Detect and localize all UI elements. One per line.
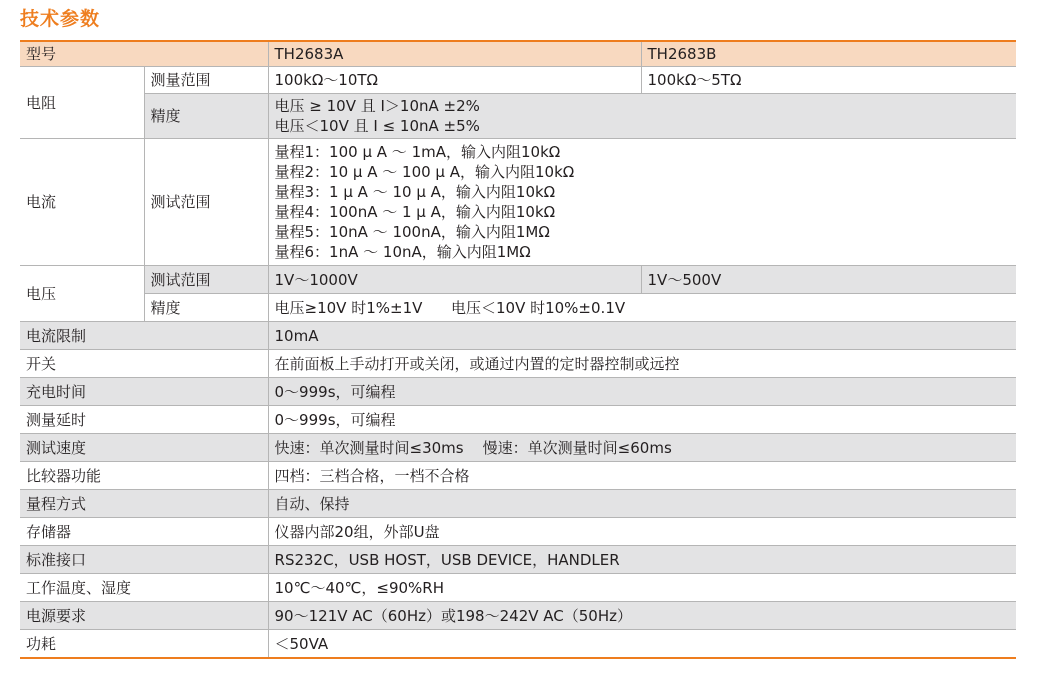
table-row bbox=[20, 322, 1016, 350]
current-range-line: 量程2：10 μ A ～ 100 μ A，输入内阻10kΩ bbox=[274, 163, 575, 181]
row-value: 10mA bbox=[268, 322, 1016, 350]
table-row bbox=[20, 350, 1016, 378]
current-range-label: 测试范围 bbox=[144, 139, 268, 266]
current-range-value bbox=[268, 139, 1016, 266]
model-b-header: TH2683B bbox=[641, 41, 1016, 67]
voltage-accuracy-label: 精度 bbox=[144, 294, 268, 322]
resistance-range-label: 测量范围 bbox=[144, 67, 268, 94]
row-value: 90～121V AC（60Hz）或198～242V AC（50Hz） bbox=[268, 602, 1016, 630]
row-value: 0～999s，可编程 bbox=[268, 378, 1016, 406]
resistance-range-a: 100kΩ～10TΩ bbox=[268, 67, 641, 94]
row-value: RS232C，USB HOST，USB DEVICE，HANDLER bbox=[268, 546, 1016, 574]
row-label: 量程方式 bbox=[20, 490, 268, 518]
row-label: 测量延时 bbox=[20, 406, 268, 434]
row-value: 快速：单次测量时间≤30ms 慢速：单次测量时间≤60ms bbox=[268, 434, 1016, 462]
row-value: 10℃～40℃，≤90%RH bbox=[268, 574, 1016, 602]
table-row bbox=[20, 378, 1016, 406]
voltage-range-label: 测试范围 bbox=[144, 266, 268, 294]
table-row bbox=[20, 67, 1016, 94]
current-label: 电流 bbox=[20, 139, 144, 266]
row-label: 电流限制 bbox=[20, 322, 268, 350]
resistance-label: 电阻 bbox=[20, 67, 144, 139]
model-header-label: 型号 bbox=[20, 41, 268, 67]
row-value: 仪器内部20组，外部U盘 bbox=[268, 518, 1016, 546]
table-row bbox=[20, 406, 1016, 434]
table-row bbox=[20, 630, 1016, 659]
spec-table bbox=[20, 40, 1016, 659]
row-label: 功耗 bbox=[20, 630, 268, 659]
table-row bbox=[20, 518, 1016, 546]
table-row bbox=[20, 266, 1016, 294]
row-label: 工作温度、湿度 bbox=[20, 574, 268, 602]
model-a-header: TH2683A bbox=[268, 41, 641, 67]
resistance-accuracy-line: 电压 ≥ 10V 且 I＞10nA ±2% bbox=[274, 97, 480, 115]
table-row bbox=[20, 490, 1016, 518]
current-range-line: 量程5：10nA ～ 100nA，输入内阻1MΩ bbox=[274, 223, 550, 241]
resistance-accuracy-label: 精度 bbox=[144, 94, 268, 139]
voltage-accuracy-value: 电压≥10V 时1%±1V 电压＜10V 时10%±0.1V bbox=[268, 294, 1016, 322]
current-range-line: 量程3：1 μ A ～ 10 μ A，输入内阻10kΩ bbox=[274, 183, 556, 201]
row-label: 比较器功能 bbox=[20, 462, 268, 490]
resistance-accuracy-value bbox=[268, 94, 1016, 139]
table-header-row bbox=[20, 41, 1016, 67]
table-row bbox=[20, 139, 1016, 266]
current-range-line: 量程6：1nA ～ 10nA，输入内阻1MΩ bbox=[274, 243, 531, 261]
table-row bbox=[20, 602, 1016, 630]
voltage-label: 电压 bbox=[20, 266, 144, 322]
row-label: 电源要求 bbox=[20, 602, 268, 630]
resistance-accuracy-line: 电压＜10V 且 I ≤ 10nA ±5% bbox=[274, 117, 480, 135]
row-label: 充电时间 bbox=[20, 378, 268, 406]
row-label: 存储器 bbox=[20, 518, 268, 546]
row-value: 自动、保持 bbox=[268, 490, 1016, 518]
resistance-range-b: 100kΩ～5TΩ bbox=[641, 67, 1016, 94]
row-value: 四档：三档合格，一档不合格 bbox=[268, 462, 1016, 490]
table-row bbox=[20, 546, 1016, 574]
table-row bbox=[20, 294, 1016, 322]
table-row bbox=[20, 462, 1016, 490]
current-range-line: 量程4：100nA ～ 1 μ A，输入内阻10kΩ bbox=[274, 203, 556, 221]
table-row bbox=[20, 574, 1016, 602]
row-label: 测试速度 bbox=[20, 434, 268, 462]
page-title: 技术参数 bbox=[20, 8, 101, 30]
current-range-line: 量程1：100 μ A ～ 1mA，输入内阻10kΩ bbox=[274, 143, 561, 161]
row-value: ＜50VA bbox=[268, 630, 1016, 659]
table-row bbox=[20, 434, 1016, 462]
row-value: 在前面板上手动打开或关闭，或通过内置的定时器控制或远控 bbox=[268, 350, 1016, 378]
voltage-range-a: 1V～1000V bbox=[268, 266, 641, 294]
row-value: 0～999s，可编程 bbox=[268, 406, 1016, 434]
row-label: 开关 bbox=[20, 350, 268, 378]
table-row bbox=[20, 94, 1016, 139]
voltage-range-b: 1V～500V bbox=[641, 266, 1016, 294]
row-label: 标准接口 bbox=[20, 546, 268, 574]
